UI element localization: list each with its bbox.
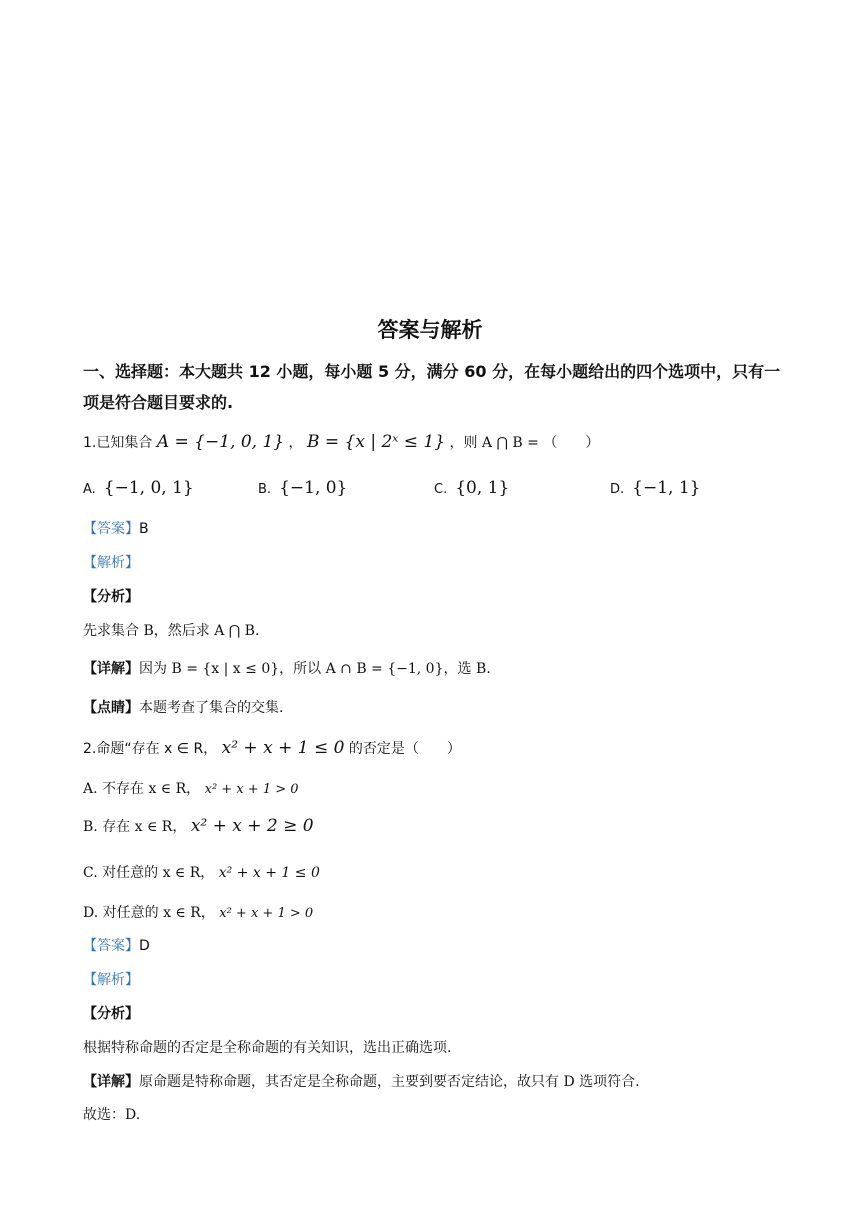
page-title: 答案与解析	[377, 318, 483, 342]
q1-fenxi-text: 先求集合 B，然后求 A ⋂ B.	[83, 623, 260, 639]
q1-answer-tag: 【答案】	[83, 521, 139, 537]
q2-jiexi-tag: 【解析】	[83, 972, 139, 988]
q1-option-a	[83, 478, 194, 498]
q2-option-c	[83, 862, 320, 882]
q2-xiangjie-text: 原命题是特称命题，其否定是全称命题，主要到要否定结论，故只有 D 选项符合.	[139, 1074, 640, 1090]
q2-option-b-text: 存在 x ∈ R，	[102, 819, 187, 835]
q2-xiangjie	[83, 1071, 640, 1091]
q2-conclusion: 故选：D.	[83, 1107, 141, 1123]
q2-option-b-label: B.	[83, 819, 98, 835]
q1-separator: ，	[288, 435, 303, 451]
q1-dianjing	[83, 697, 283, 717]
q2-option-a-expr: x² + x + 1 > 0	[204, 782, 299, 797]
q2-option-d-label: D.	[83, 905, 99, 921]
q2-stem	[83, 738, 461, 758]
q1-stem-prefix: 1.已知集合	[83, 435, 153, 451]
q2-option-d	[83, 902, 313, 922]
q2-answer	[83, 935, 150, 955]
q1-stem-suffix: ，则 A ⋂ B = （ ）	[449, 435, 600, 451]
q2-option-a-label: A.	[83, 781, 98, 797]
q2-answer-tag: 【答案】	[83, 938, 139, 954]
q1-answer	[83, 518, 149, 538]
q1-xiangjie-text: 因为 B = {x | x ≤ 0}，所以 A ∩ B = {−1, 0}，选 B.	[139, 661, 491, 677]
q1-option-c-label: C.	[434, 482, 448, 497]
q2-option-b-expr: x² + x + 2 ≥ 0	[190, 816, 314, 836]
q2-option-b	[83, 816, 314, 836]
q2-fenxi-text: 根据特称命题的否定是全称命题的有关知识，选出正确选项.	[83, 1040, 452, 1056]
q1-xiangjie-tag: 【详解】	[83, 661, 139, 677]
q2-fenxi-tag: 【分析】	[83, 1006, 139, 1022]
q1-option-a-value: {−1, 0, 1}	[103, 478, 194, 498]
section-header: 一、选择题：本大题共 12 小题，每小题 5 分，满分 60 分，在每小题给出的四个选项中，只有一项是符合题目要求的.	[83, 362, 781, 412]
q1-option-d-value: {−1, 1}	[632, 478, 701, 498]
q1-option-d	[610, 478, 700, 498]
q2-xiangjie-tag: 【详解】	[83, 1074, 139, 1090]
q2-option-c-expr: x² + x + 1 ≤ 0	[218, 865, 320, 881]
q1-stem	[83, 432, 599, 452]
q2-option-d-expr: x² + x + 1 > 0	[219, 906, 314, 921]
q1-set-b: B = {x | 2ˣ ≤ 1}	[307, 432, 446, 452]
q1-dianjing-tag: 【点睛】	[83, 700, 139, 716]
q1-dianjing-text: 本题考查了集合的交集.	[139, 700, 284, 716]
q1-option-b	[258, 478, 347, 498]
q1-set-a: A = {−1, 0, 1}	[156, 432, 285, 452]
q2-stem-prefix: 2.命题“存在 x ∈ R，	[83, 741, 218, 757]
q1-option-c	[434, 478, 509, 498]
q2-option-a-text: 不存在 x ∈ R，	[102, 781, 201, 797]
q1-jiexi-tag: 【解析】	[83, 555, 139, 571]
q1-option-b-value: {−1, 0}	[279, 478, 348, 498]
q2-option-c-label: C.	[83, 865, 98, 881]
q2-option-d-text: 对任意的 x ∈ R，	[102, 905, 215, 921]
q1-option-a-label: A.	[83, 482, 96, 497]
q2-stem-expr: x² + x + 1 ≤ 0	[221, 738, 345, 758]
q2-answer-value: D	[139, 938, 150, 954]
q1-fenxi-tag: 【分析】	[83, 589, 139, 605]
q1-answer-value: B	[139, 521, 149, 537]
q1-xiangjie	[83, 658, 491, 678]
q1-option-b-label: B.	[258, 482, 272, 497]
q1-option-c-value: {0, 1}	[455, 478, 510, 498]
q2-stem-suffix: 的否定是（ ）	[348, 741, 461, 757]
q2-option-a	[83, 778, 299, 798]
q1-option-d-label: D.	[610, 482, 625, 497]
q2-option-c-text: 对任意的 x ∈ R，	[102, 865, 215, 881]
